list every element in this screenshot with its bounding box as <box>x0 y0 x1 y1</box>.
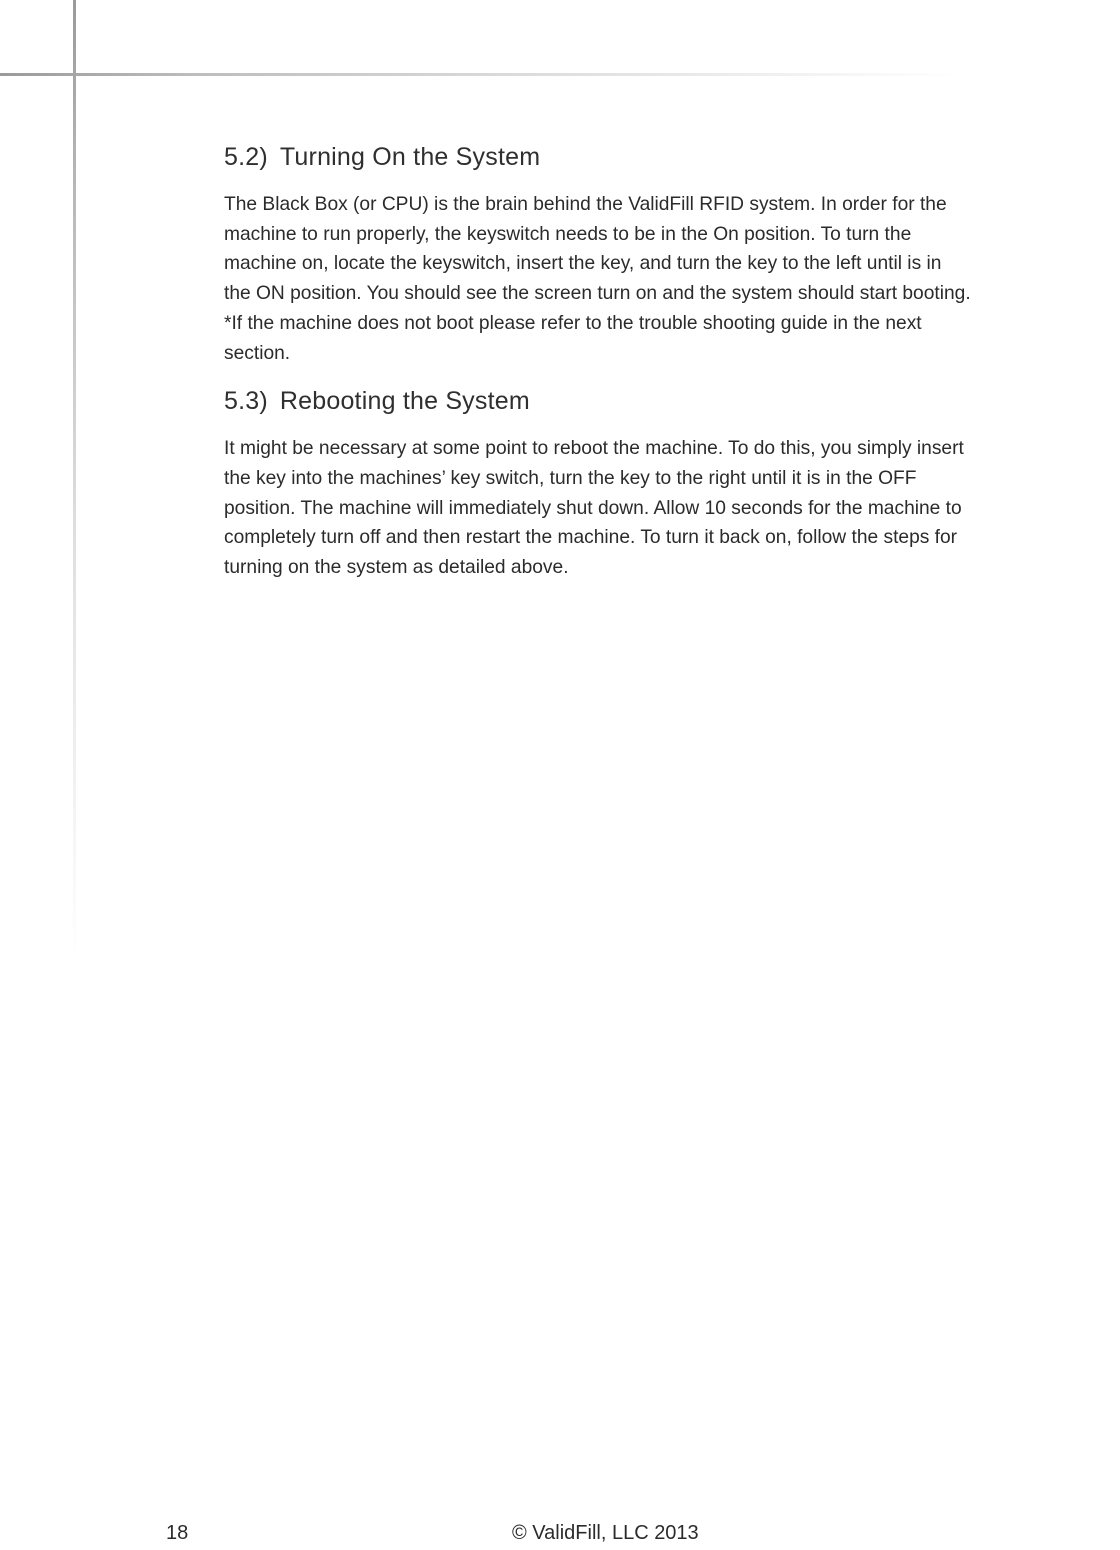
section-paragraph <box>224 190 1104 368</box>
section-rebooting <box>224 387 1104 583</box>
paragraph-line: section. <box>224 342 291 364</box>
paragraph-line: position. The machine will immediately shut down. Allow 10 seconds for the machine to <box>224 497 962 519</box>
margin-rule <box>73 0 76 960</box>
paragraph-line: It might be necessary at some point to reboot the machine. To do this, you simply insert <box>224 438 964 460</box>
paragraph-line: the ON position. You should see the screen turn on and the system should start booting. <box>224 283 971 305</box>
page-number: 18 <box>166 1522 189 1544</box>
section-heading <box>224 387 1104 416</box>
paragraph-line: the key into the machines’ key switch, turn the key to the right until it is in the OFF <box>224 467 917 489</box>
section-turning-on <box>224 143 1104 368</box>
copyright-notice: © ValidFill, LLC 2013 <box>512 1522 699 1544</box>
section-paragraph <box>224 434 1104 583</box>
section-heading <box>224 143 1104 172</box>
paragraph-line: machine to run properly, the keyswitch needs to be in the On position. To turn the <box>224 223 912 245</box>
section-title: Turning On the System <box>279 143 541 171</box>
paragraph-line: The Black Box (or CPU) is the brain behind the ValidFill RFID system. In order for the <box>224 194 947 215</box>
page-content <box>224 143 1104 583</box>
paragraph-line: *If the machine does not boot please refer to the trouble shooting guide in the next <box>224 312 922 334</box>
paragraph-line: turning on the system as detailed above. <box>224 557 569 579</box>
paragraph-line: completely turn off and then restart the machine. To turn it back on, follow the steps for <box>224 527 958 549</box>
section-number: 5.3) <box>224 387 268 416</box>
header-rule <box>0 73 960 76</box>
section-number: 5.2) <box>224 143 268 171</box>
paragraph-line: machine on, locate the keyswitch, insert the key, and turn the key to the left until is in <box>224 253 942 275</box>
section-title: Rebooting the System <box>279 387 530 416</box>
